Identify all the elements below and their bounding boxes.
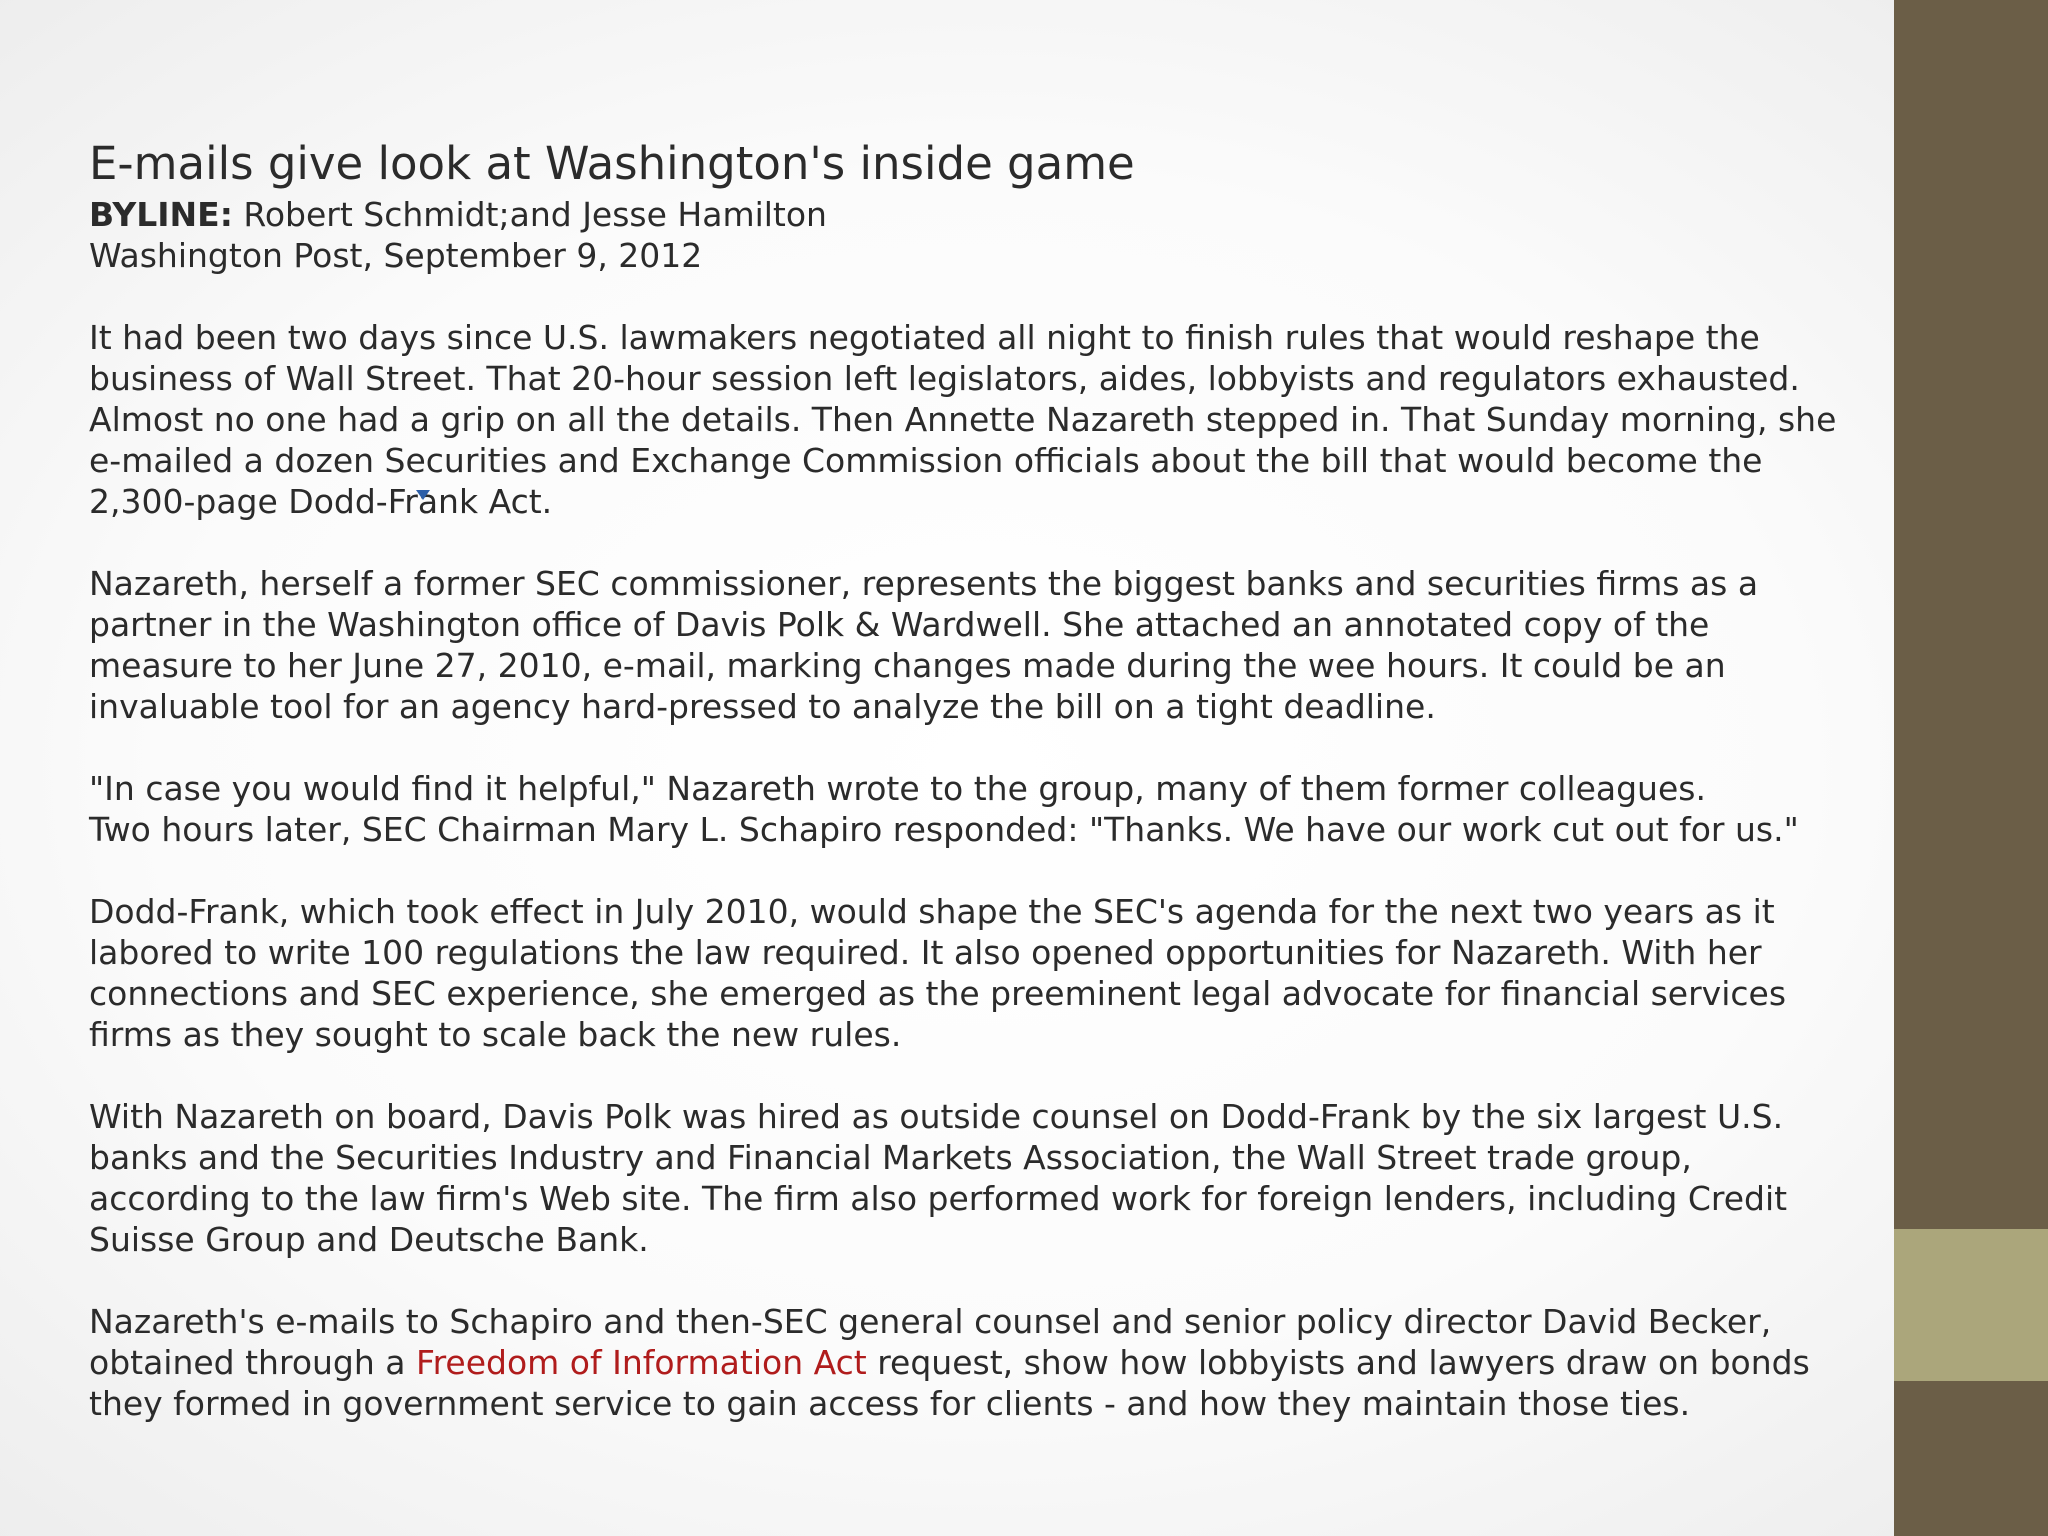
- paragraph-line: firms as they sought to scale back the new rules.: [89, 1015, 902, 1054]
- paragraph-4: [89, 891, 1909, 1055]
- paragraph-line: banks and the Securities Industry and Financial Markets Association, the Wall Street trade group,: [89, 1138, 1692, 1177]
- paragraph-6: [89, 1301, 1909, 1424]
- paragraph-1: [89, 317, 1909, 522]
- byline-authors: Robert Schmidt;and Jesse Hamilton: [232, 195, 827, 234]
- paragraph-line: 2,300-page Dodd-Frank Act.: [89, 482, 553, 521]
- paragraph-line-with-link: [89, 1342, 1909, 1383]
- paragraph-line: Two hours later, SEC Chairman Mary L. Schapiro responded: "Thanks. We have our work cut out for us.": [89, 810, 1799, 849]
- paragraph-line: Nazareth, herself a former SEC commissioner, represents the biggest banks and securities firms as a: [89, 564, 1759, 603]
- cursor-marker-icon: [416, 490, 430, 500]
- paragraph-line: Suisse Group and Deutsche Bank.: [89, 1220, 649, 1259]
- paragraph-line: With Nazareth on board, Davis Polk was hired as outside counsel on Dodd-Frank by the six largest U.S.: [89, 1097, 1784, 1136]
- foia-link[interactable]: Freedom of Information Act: [416, 1343, 867, 1382]
- paragraph-line: invaluable tool for an agency hard-pressed to analyze the bill on a tight deadline.: [89, 687, 1436, 726]
- source-line: Washington Post, September 9, 2012: [89, 236, 703, 275]
- paragraph-5: [89, 1096, 1909, 1260]
- paragraph-line: Nazareth's e-mails to Schapiro and then-SEC general counsel and senior policy director David Becker,: [89, 1302, 1772, 1341]
- paragraph-line: e-mailed a dozen Securities and Exchange Commission officials about the bill that would become the: [89, 441, 1763, 480]
- article-content: [89, 134, 1909, 1424]
- paragraph-line: connections and SEC experience, she emerged as the preeminent legal advocate for financial services: [89, 974, 1787, 1013]
- paragraph-line: labored to write 100 regulations the law required. It also opened opportunities for Nazareth. With her: [89, 933, 1762, 972]
- paragraph-3: [89, 768, 1909, 850]
- paragraph-line: Almost no one had a grip on all the details. Then Annette Nazareth stepped in. That Sunday morning, she: [89, 400, 1837, 439]
- paragraph-line: Dodd-Frank, which took effect in July 2010, would shape the SEC's agenda for the next two years as it: [89, 892, 1775, 931]
- byline-label: BYLINE:: [89, 195, 233, 234]
- link-prefix-text: obtained through a: [89, 1343, 416, 1382]
- paragraph-line: partner in the Washington office of Davis Polk & Wardwell. She attached an annotated copy of the: [89, 605, 1710, 644]
- paragraph-line: measure to her June 27, 2010, e-mail, marking changes made during the wee hours. It could be an: [89, 646, 1726, 685]
- byline: [89, 194, 1909, 235]
- paragraph-line: business of Wall Street. That 20-hour session left legislators, aides, lobbyists and regulators exhausted.: [89, 359, 1800, 398]
- article-title: E-mails give look at Washington's inside game: [89, 137, 1135, 190]
- paragraph-line: they formed in government service to gain access for clients - and how they maintain those ties.: [89, 1384, 1691, 1423]
- paragraph-2: [89, 563, 1909, 727]
- link-suffix-text: request, show how lobbyists and lawyers draw on bonds: [866, 1343, 1810, 1382]
- right-accent-block: [1894, 1229, 2048, 1381]
- paragraph-line: It had been two days since U.S. lawmakers negotiated all night to finish rules that would reshape the: [89, 318, 1760, 357]
- paragraph-line: according to the law firm's Web site. The firm also performed work for foreign lenders, including Credit: [89, 1179, 1788, 1218]
- paragraph-line: "In case you would find it helpful," Nazareth wrote to the group, many of them former colleagues.: [89, 769, 1706, 808]
